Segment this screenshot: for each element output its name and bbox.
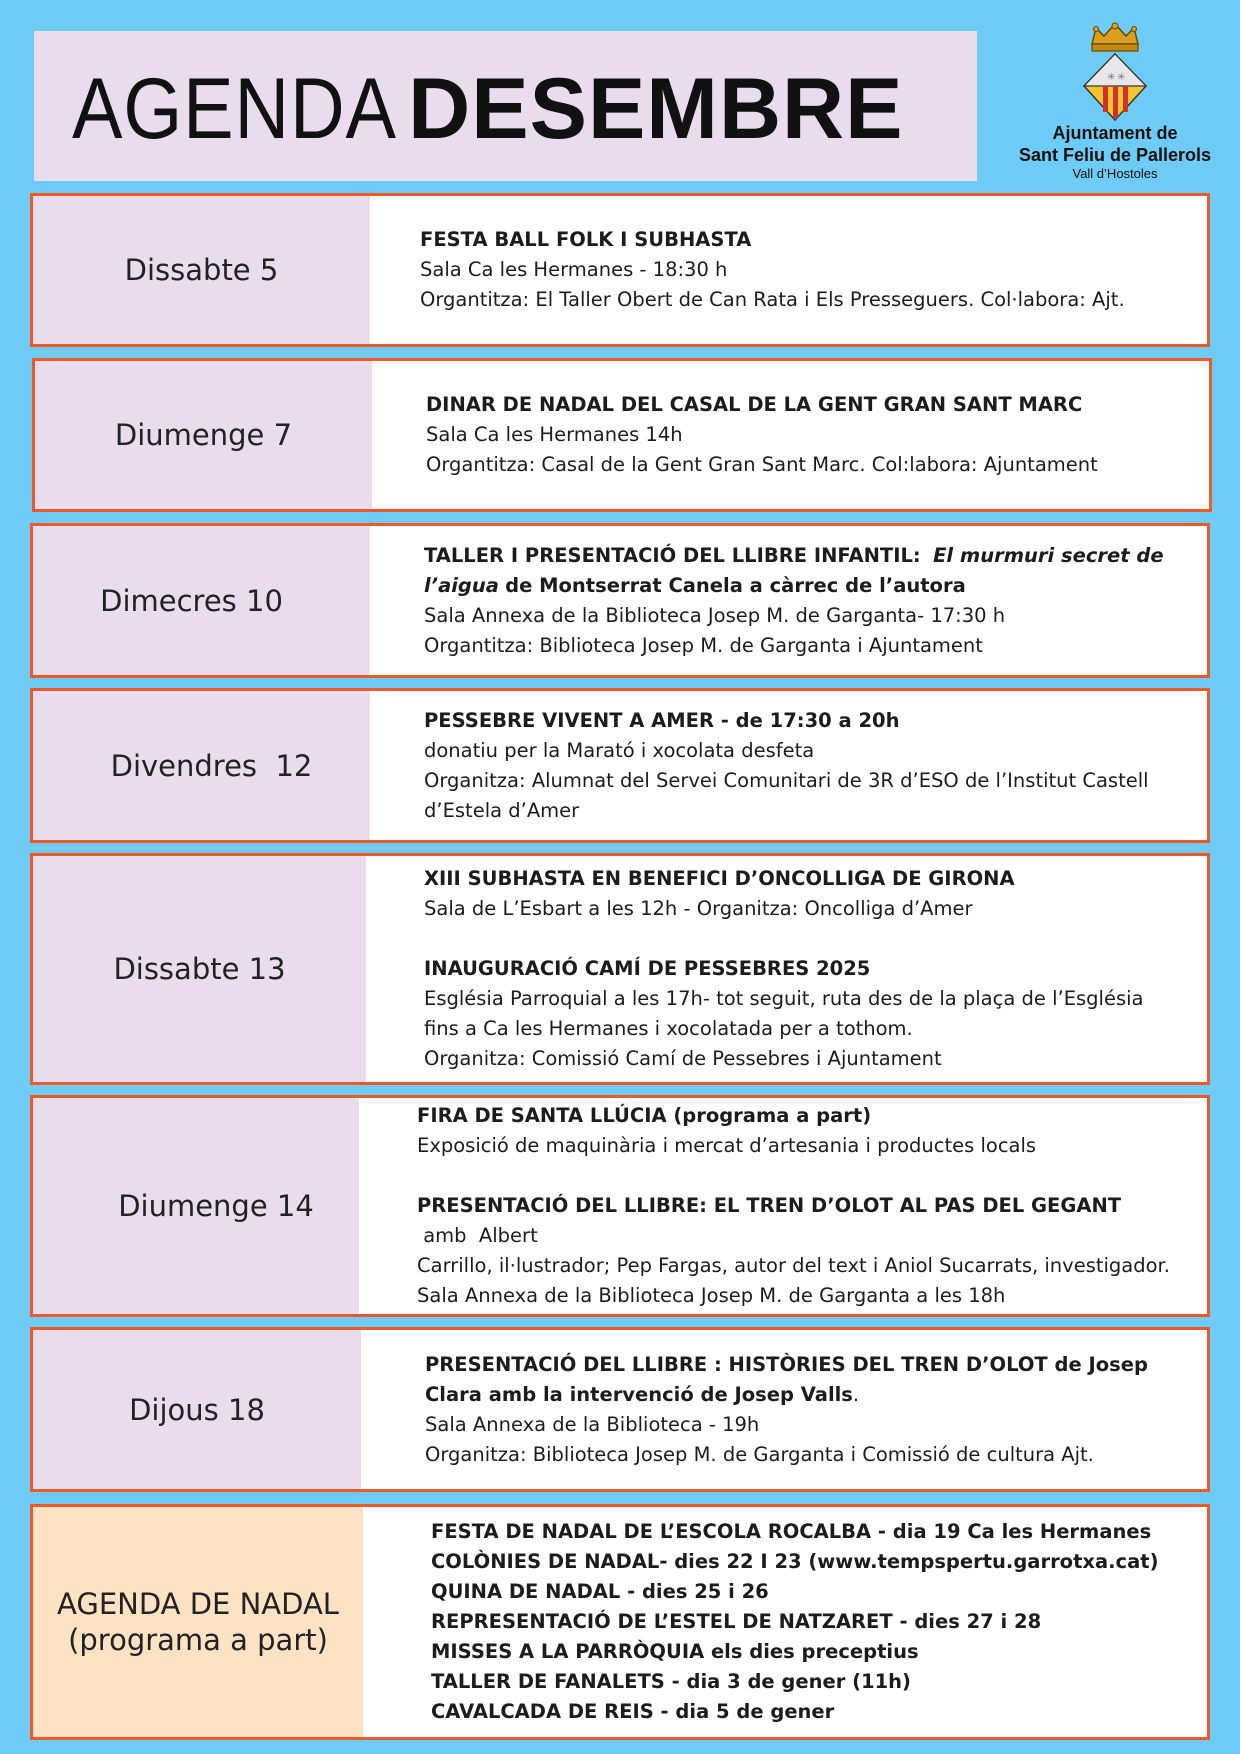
event-day: Diumenge 14 bbox=[33, 1098, 359, 1314]
event-day: Dijous 18 bbox=[33, 1330, 361, 1489]
event-day: Dimecres 10 bbox=[33, 526, 370, 675]
title-bold: DESEMBRE bbox=[408, 61, 904, 157]
event-line: Sala Ca les Hermanes 14h bbox=[426, 423, 683, 446]
event-line: Exposició de maquinària i mercat d’artesania i productes locals bbox=[417, 1134, 1037, 1157]
event-content bbox=[366, 856, 1207, 1082]
title-box bbox=[34, 31, 977, 181]
nadal-item: TALLER DE FANALETS - dia 3 de gener (11h) bbox=[431, 1670, 911, 1693]
event-row-diumenge-14 bbox=[30, 1095, 1210, 1317]
book-title-cont: l’aigua bbox=[424, 573, 499, 597]
event-title-cont: Clara amb la intervenció de Josep Valls bbox=[425, 1382, 853, 1406]
event-line: Sala Annexa de la Biblioteca Josep M. de Garganta- 17:30 h bbox=[424, 603, 1006, 627]
title-light: AGENDA bbox=[72, 61, 397, 157]
svg-text:✳: ✳ bbox=[1117, 72, 1126, 83]
town-hall-logo bbox=[995, 22, 1235, 192]
event-title: PRESENTACIÓ DEL LLIBRE : HISTÒRIES DEL TREN D’OLOT de Josep bbox=[425, 1352, 1148, 1376]
event-line: fins a Ca les Hermanes i xocolatada per a tothom. bbox=[424, 1017, 913, 1040]
event-row-dissabte-5 bbox=[30, 193, 1210, 347]
event-title-tail: . bbox=[852, 1382, 860, 1406]
event-row-divendres-12 bbox=[30, 688, 1210, 843]
event-content bbox=[359, 1098, 1207, 1314]
event-day: Dissabte 5 bbox=[33, 196, 370, 344]
event-day: Divendres 12 bbox=[33, 691, 370, 840]
event-title: FESTA BALL FOLK I SUBHASTA bbox=[420, 228, 752, 251]
event-title: FIRA DE SANTA LLÚCIA (programa a part) bbox=[417, 1104, 872, 1127]
event-row-dimecres-10 bbox=[30, 523, 1210, 678]
event-line: Organitza: Biblioteca Josep M. de Garganta i Comissió de cultura Ajt. bbox=[425, 1442, 1094, 1466]
event-line: Sala Annexa de la Biblioteca - 19h bbox=[425, 1412, 760, 1436]
nadal-item: MISSES A LA PARRÒQUIA els dies preceptius bbox=[431, 1640, 919, 1663]
event-content bbox=[370, 196, 1207, 344]
event-title: PESSEBRE VIVENT A AMER - de 17:30 a 20h bbox=[424, 708, 900, 732]
event-line: Organtitza: Casal de la Gent Gran Sant Marc. Col:labora: Ajuntament bbox=[426, 453, 1098, 476]
event-line: Organitza: Alumnat del Servei Comunitari de 3R d’ESO de l’Institut Castell bbox=[424, 768, 1149, 792]
event-row-dijous-18 bbox=[30, 1327, 1210, 1492]
nadal-item: CAVALCADA DE REIS - dia 5 de gener bbox=[431, 1700, 835, 1723]
logo-line-2: Sant Feliu de Pallerols bbox=[1018, 145, 1212, 165]
event-content bbox=[370, 526, 1207, 675]
event-row-agenda-nadal bbox=[30, 1504, 1210, 1740]
logo-line-3: Vall d’Hostoles bbox=[1072, 166, 1158, 181]
page-title bbox=[72, 59, 904, 159]
event-content bbox=[372, 361, 1209, 509]
event-content bbox=[361, 1330, 1207, 1489]
event-content bbox=[370, 691, 1207, 840]
nadal-item: FESTA DE NADAL DE L’ESCOLA ROCALBA - dia 19 Ca les Hermanes bbox=[431, 1520, 1152, 1543]
event-row-dissabte-13 bbox=[30, 853, 1210, 1085]
event-row-diumenge-7 bbox=[32, 358, 1212, 512]
event-line: Organtitza: Biblioteca Josep M. de Garganta i Ajuntament bbox=[424, 633, 983, 657]
event-title: DINAR DE NADAL DEL CASAL DE LA GENT GRAN SANT MARC bbox=[426, 393, 1083, 416]
coat-of-arms-icon bbox=[1080, 22, 1150, 122]
nadal-item: REPRESENTACIÓ DE L’ESTEL DE NATZARET - dies 27 i 28 bbox=[431, 1610, 1042, 1633]
event-day: Diumenge 7 bbox=[35, 361, 372, 509]
event-line: Organitza: Comissió Camí de Pessebres i Ajuntament bbox=[424, 1047, 942, 1070]
nadal-item: COLÒNIES DE NADAL- dies 22 I 23 (www.tempspertu.garrotxa.cat) bbox=[431, 1550, 1159, 1573]
event-line: Sala Ca les Hermanes - 18:30 h bbox=[420, 258, 728, 281]
event-day: Dissabte 13 bbox=[33, 856, 366, 1082]
event-line: Sala de L’Esbart a les 12h - Organitza: Oncolliga d’Amer bbox=[424, 897, 973, 920]
event-line: Església Parroquial a les 17h- tot seguit, ruta des de la plaça de l’Església bbox=[424, 987, 1144, 1010]
event-line: donatiu per la Marató i xocolata desfeta bbox=[424, 738, 815, 762]
event-line: Sala Annexa de la Biblioteca Josep M. de Garganta a les 18h bbox=[417, 1284, 1006, 1307]
event-line: Organtitza: El Taller Obert de Can Rata i Els Presseguers. Col·labora: Ajt. bbox=[420, 288, 1125, 311]
event-line: d’Estela d’Amer bbox=[424, 798, 580, 822]
book-title: El murmuri secret de bbox=[933, 543, 1164, 567]
event-title-tail: amb Albert bbox=[417, 1224, 538, 1247]
event-title: XIII SUBHASTA EN BENEFICI D’ONCOLLIGA DE GIRONA bbox=[424, 867, 1015, 890]
nadal-item: QUINA DE NADAL - dies 25 i 26 bbox=[431, 1580, 769, 1603]
nadal-heading: AGENDA DE NADAL bbox=[57, 1587, 339, 1621]
nadal-panel bbox=[33, 1507, 363, 1737]
event-title: PRESENTACIÓ DEL LLIBRE: EL TREN D’OLOT AL PAS DEL GEGANT bbox=[417, 1194, 1122, 1217]
event-title: INAUGURACIÓ CAMÍ DE PESSEBRES 2025 bbox=[424, 957, 871, 980]
nadal-subheading: (programa a part) bbox=[68, 1623, 328, 1657]
event-title-cont: de Montserrat Canela a càrrec de l’autora bbox=[505, 573, 966, 597]
event-title: TALLER I PRESENTACIÓ DEL LLIBRE INFANTIL: bbox=[424, 543, 921, 567]
nadal-list bbox=[363, 1507, 1207, 1737]
svg-text:✳: ✳ bbox=[1107, 72, 1116, 83]
logo-line-1: Ajuntament de bbox=[1052, 123, 1178, 143]
event-line: Carrillo, il·lustrador; Pep Fargas, autor del text i Aniol Sucarrats, investigador. bbox=[417, 1254, 1170, 1277]
